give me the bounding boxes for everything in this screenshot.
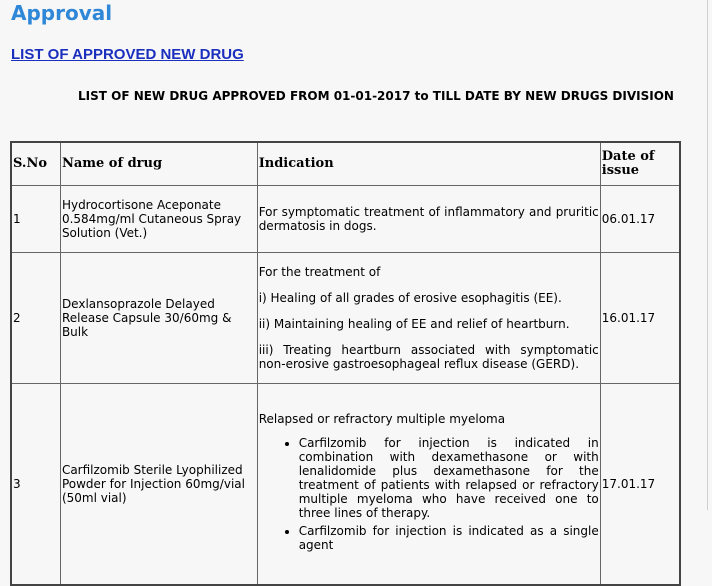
cell-date: 06.01.17 <box>600 186 680 253</box>
cell-drug-name: Dexlansoprazole Delayed Release Capsule 30/60mg & Bulk <box>60 253 257 384</box>
indication-line: i) Healing of all grades of erosive esophagitis (EE). <box>258 291 562 305</box>
scrollbar-edge <box>707 0 708 510</box>
indication-line: ii) Maintaining healing of EE and relief of heartburn. <box>258 317 570 331</box>
approved-drug-list-link[interactable]: LIST OF APPROVED NEW DRUG <box>11 46 244 63</box>
cell-date: 17.01.17 <box>600 384 680 586</box>
header-sno: S.No <box>11 142 60 186</box>
cell-indication <box>257 253 600 384</box>
cell-sno: 1 <box>11 186 60 253</box>
table-row <box>11 384 680 586</box>
page-title: Approval <box>11 1 113 25</box>
indication-bullet: • Carfilzomib for injection is indicated as a single agent <box>299 524 599 552</box>
indication-line: iii) Treating heartburn associated with symptomatic non-erosive gastroesophageal reflux disease (GERD). <box>258 343 599 371</box>
cell-drug-name: Hydrocortisone Aceponate 0.584mg/ml Cutaneous Spray Solution (Vet.) <box>60 186 257 253</box>
table-row <box>11 186 680 253</box>
table-header-row <box>11 142 680 186</box>
cell-indication <box>257 186 600 253</box>
indication-text: For symptomatic treatment of inflammatory and pruritic dermatosis in dogs. <box>258 205 599 233</box>
header-date-of-issue: Date of issue <box>600 142 680 186</box>
approved-drugs-table <box>10 141 681 586</box>
indication-bullet-list <box>259 436 599 552</box>
cell-date: 16.01.17 <box>600 253 680 384</box>
indication-bullet: • Carfilzomib for injection is indicated in combination with dexamethasone or with lenalidomide plus dexamethasone for the treatment of patients with relapsed or refractory multiple myeloma who have received one to three lines of therapy. <box>299 436 599 520</box>
indication-lead: Relapsed or refractory multiple myeloma <box>258 412 506 426</box>
header-indication: Indication <box>257 142 600 186</box>
indication-line: For the treatment of <box>258 265 381 279</box>
table-subheading: LIST OF NEW DRUG APPROVED FROM 01-01-2017 to TILL DATE BY NEW DRUGS DIVISION <box>78 89 674 103</box>
cell-sno: 2 <box>11 253 60 384</box>
cell-indication <box>257 384 600 586</box>
cell-sno: 3 <box>11 384 60 586</box>
table-row <box>11 253 680 384</box>
header-drug-name: Name of drug <box>60 142 257 186</box>
cell-drug-name: Carfilzomib Sterile Lyophilized Powder for Injection 60mg/vial (50ml vial) <box>60 384 257 586</box>
